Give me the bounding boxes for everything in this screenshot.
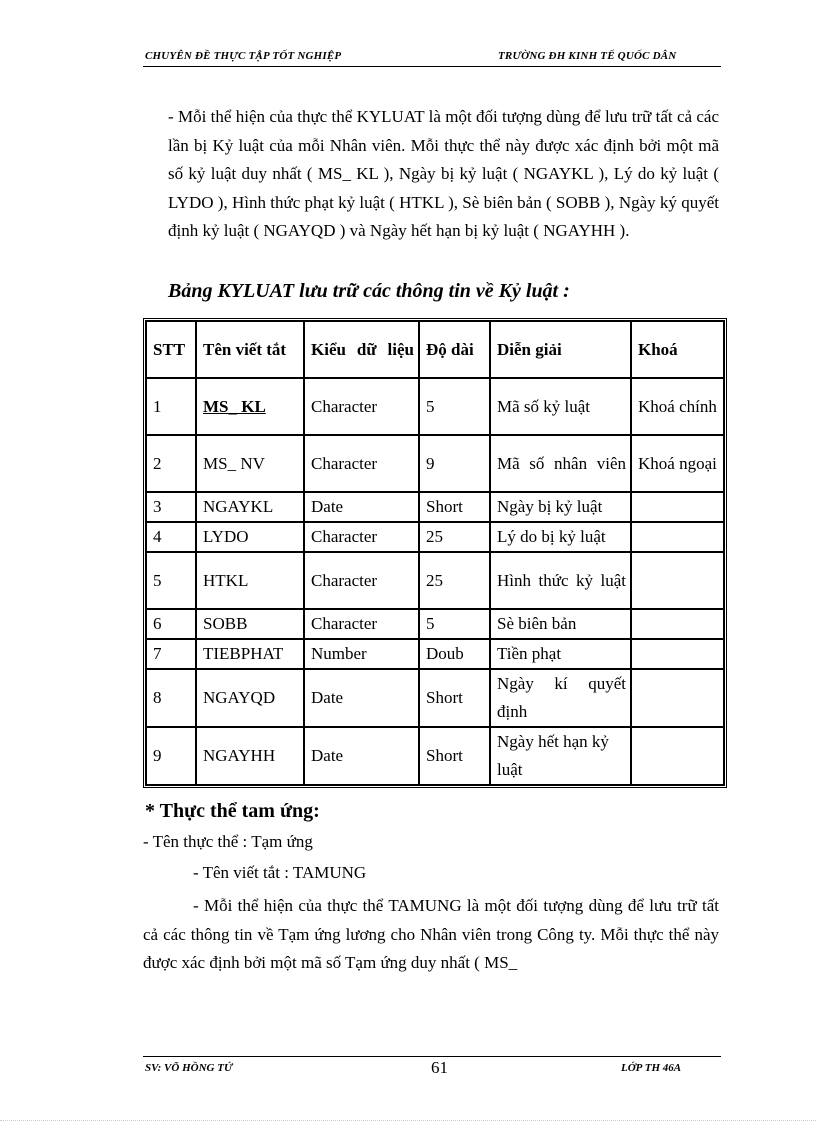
cell-abbrev: HTKL	[196, 552, 304, 609]
cell-key	[631, 727, 724, 785]
header-cell: Tên viết tắt	[196, 321, 304, 378]
cell-stt: 6	[146, 609, 196, 639]
cell-type: Character	[304, 435, 419, 492]
entity-name-line: - Tên thực thể : Tạm ứng	[143, 832, 313, 851]
table-row	[146, 609, 724, 639]
cell-abbrev: MS_ KL	[196, 378, 304, 435]
header-rule	[143, 66, 721, 67]
header-cell: Kiểu dữ liệu	[304, 321, 419, 378]
cell-abbrev: NGAYHH	[196, 727, 304, 785]
cell-stt: 4	[146, 522, 196, 552]
cell-type: Date	[304, 492, 419, 522]
cell-length: Short	[419, 669, 490, 727]
cell-type: Number	[304, 639, 419, 669]
cell-desc: Ngày bị kỷ luật	[490, 492, 631, 522]
cell-stt: 8	[146, 669, 196, 727]
table-row	[146, 727, 724, 785]
header-cell: Độ dài	[419, 321, 490, 378]
section-heading: * Thực thể tam ứng:	[145, 800, 320, 822]
cell-desc: Hình thức kỷ luật	[490, 552, 631, 609]
cell-key	[631, 609, 724, 639]
table-row	[146, 492, 724, 522]
header-left: CHUYÊN ĐỀ THỰC TẬP TỐT NGHIỆP	[145, 50, 342, 62]
footer-left: SV: VÕ HỒNG TỨ	[145, 1062, 233, 1074]
table-header-row	[146, 321, 724, 378]
cell-abbrev: LYDO	[196, 522, 304, 552]
table-row	[146, 552, 724, 609]
page-number: 61	[431, 1058, 448, 1077]
cell-length: Doub	[419, 639, 490, 669]
cell-type: Character	[304, 522, 419, 552]
cell-type: Date	[304, 727, 419, 785]
cell-desc: Tiền phạt	[490, 639, 631, 669]
cell-key	[631, 552, 724, 609]
cell-abbrev: TIEBPHAT	[196, 639, 304, 669]
cell-key	[631, 522, 724, 552]
cell-type: Character	[304, 609, 419, 639]
cell-stt: 9	[146, 727, 196, 785]
cell-abbrev: NGAYKL	[196, 492, 304, 522]
table-title: Bảng KYLUAT lưu trữ các thông tin về Kỷ luật :	[168, 280, 570, 302]
cell-length: 25	[419, 522, 490, 552]
cell-abbrev: SOBB	[196, 609, 304, 639]
cell-desc: Lý do bị kỷ luật	[490, 522, 631, 552]
cell-abbrev: NGAYQD	[196, 669, 304, 727]
cell-desc: Mã số kỷ luật	[490, 378, 631, 435]
cell-stt: 1	[146, 378, 196, 435]
cell-length: Short	[419, 492, 490, 522]
cell-key: Khoá ngoại	[631, 435, 724, 492]
cell-length: 25	[419, 552, 490, 609]
footer-rule	[143, 1056, 721, 1057]
entity-abbrev-line: - Tên viết tắt : TAMUNG	[193, 863, 367, 882]
cell-key: Khoá chính	[631, 378, 724, 435]
cell-desc: Ngày hết hạn kỷ luật	[490, 727, 631, 785]
table-row	[146, 435, 724, 492]
header-cell: Khoá	[631, 321, 724, 378]
cell-key	[631, 492, 724, 522]
page-bottom-border	[0, 1120, 816, 1121]
cell-key	[631, 669, 724, 727]
cell-type: Character	[304, 378, 419, 435]
cell-length: 9	[419, 435, 490, 492]
cell-length: 5	[419, 609, 490, 639]
table-row	[146, 522, 724, 552]
footer-right: LỚP TH 46A	[621, 1062, 682, 1074]
cell-stt: 7	[146, 639, 196, 669]
cell-type: Date	[304, 669, 419, 727]
cell-abbrev: MS_ NV	[196, 435, 304, 492]
table-row	[146, 639, 724, 669]
kyluat-table	[143, 318, 727, 788]
cell-length: 5	[419, 378, 490, 435]
cell-stt: 3	[146, 492, 196, 522]
cell-stt: 5	[146, 552, 196, 609]
cell-desc: Ngày kí quyết định	[490, 669, 631, 727]
header-cell: STT	[146, 321, 196, 378]
header-cell: Diễn giải	[490, 321, 631, 378]
cell-length: Short	[419, 727, 490, 785]
cell-desc: Mã số nhân viên	[490, 435, 631, 492]
cell-type: Character	[304, 552, 419, 609]
table-row	[146, 669, 724, 727]
table-row	[146, 378, 724, 435]
header-right: TRƯỜNG ĐH KINH TẾ QUỐC DÂN	[498, 50, 677, 62]
cell-desc: Sè biên bản	[490, 609, 631, 639]
intro-paragraph: - Mỗi thể hiện của thực thể KYLUAT là một đối tượng dùng để lưu trữ tất cả các lần bị Kỷ luật của mỗi Nhân viên. Mỗi thực thể này được xác định bởi một mã số kỷ luật duy nhất ( MS_ KL ), Ngày bị kỷ luật ( NGAYKL ), Lý do kỷ luật ( LYDO ), Hình thức phạt kỷ luật ( HTKL ), Sè biên bản ( SOBB ), Ngày ký quyết định kỷ luật ( NGAYQD ) và Ngày hết hạn bị kỷ luật ( NGAYHH ).	[168, 107, 719, 240]
cell-stt: 2	[146, 435, 196, 492]
section-paragraph: - Mỗi thể hiện của thực thể TAMUNG là một đối tượng dùng để lưu trữ tất cả các thông tin về Tạm ứng lương cho Nhân viên trong Công ty. Mỗi thực thể này được xác định bởi một mã số Tạm ứng duy nhất ( MS_	[143, 896, 719, 972]
cell-key	[631, 639, 724, 669]
